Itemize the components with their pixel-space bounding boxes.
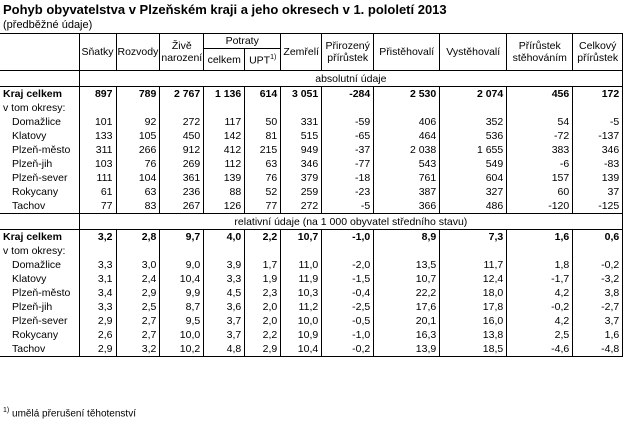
table-cell: -18 — [322, 171, 374, 185]
table-cell: 50 — [245, 115, 281, 129]
table-cell: 383 — [507, 143, 573, 157]
table-cell — [322, 101, 374, 115]
table-cell: 2,0 — [245, 314, 281, 328]
table-cell: 379 — [281, 171, 322, 185]
table-row — [0, 272, 623, 286]
table-cell: 450 — [160, 129, 204, 143]
table-cell: 11,2 — [281, 300, 322, 314]
table-cell: 54 — [507, 115, 573, 129]
table-cell: 18,0 — [440, 286, 507, 300]
header-zemreli: Zemřelí — [281, 34, 322, 71]
table-cell: 515 — [281, 129, 322, 143]
table-cell: 406 — [374, 115, 440, 129]
table-cell: 912 — [160, 143, 204, 157]
table-cell: 2 530 — [374, 87, 440, 102]
table-cell: 1,7 — [245, 258, 281, 272]
table-cell: 352 — [440, 115, 507, 129]
table-cell: 2,9 — [79, 314, 116, 328]
table-cell: 10,3 — [281, 286, 322, 300]
table-cell: -125 — [573, 199, 623, 214]
table-cell: 126 — [204, 199, 245, 214]
table-cell — [79, 101, 116, 115]
table-cell — [374, 101, 440, 115]
table-row — [0, 286, 623, 300]
header-vystehovali: Vystěhovalí — [440, 34, 507, 71]
table-cell: -0,2 — [322, 342, 374, 357]
table-cell: 9,9 — [160, 286, 204, 300]
table-cell: 3,7 — [573, 314, 623, 328]
table-row — [0, 101, 623, 115]
table-cell: 361 — [160, 171, 204, 185]
table-cell: 13,9 — [374, 342, 440, 357]
table-cell: -72 — [507, 129, 573, 143]
table-cell: 266 — [116, 143, 160, 157]
table-cell: 2,0 — [245, 300, 281, 314]
table-cell: 346 — [573, 143, 623, 157]
table-cell: 259 — [281, 185, 322, 199]
table-cell — [245, 244, 281, 258]
table-row — [0, 258, 623, 272]
table-cell: 76 — [245, 171, 281, 185]
row-label: Kraj celkem — [3, 231, 62, 243]
header-empty — [0, 34, 79, 71]
table-cell: 16,3 — [374, 328, 440, 342]
table-cell — [160, 101, 204, 115]
table-cell: 4,8 — [204, 342, 245, 357]
table-cell — [79, 244, 116, 258]
table-cell: 2,2 — [245, 328, 281, 342]
table-cell — [573, 244, 623, 258]
table-row — [0, 314, 623, 328]
row-label: Rokycany — [12, 186, 59, 198]
table-cell: 2,5 — [507, 328, 573, 342]
row-label: v tom okresy: — [3, 102, 66, 114]
table-cell — [281, 244, 322, 258]
table-cell: 3,2 — [116, 342, 160, 357]
header-snatky: Sňatky — [79, 34, 116, 71]
table-cell — [116, 101, 160, 115]
table-cell: 111 — [79, 171, 116, 185]
table-cell: 103 — [79, 157, 116, 171]
header-rozvody: Rozvody — [116, 34, 160, 71]
table-row — [0, 129, 623, 143]
table-cell: -0,2 — [507, 300, 573, 314]
table-row — [0, 230, 623, 245]
table-cell: 63 — [116, 185, 160, 199]
header-celkem: celkem — [204, 49, 245, 71]
row-label: Plzeň-město — [12, 144, 71, 156]
table-cell: 2,9 — [116, 286, 160, 300]
table-cell: 1 136 — [204, 87, 245, 102]
table-cell: 60 — [507, 185, 573, 199]
table-cell: 2,8 — [116, 230, 160, 245]
table-cell — [204, 244, 245, 258]
table-cell — [507, 101, 573, 115]
table-cell: 63 — [245, 157, 281, 171]
table-cell: -4,8 — [573, 342, 623, 357]
section-row — [0, 71, 623, 87]
table-cell: 366 — [374, 199, 440, 214]
population-table — [0, 33, 623, 357]
table-subtitle: (předběžné údaje) — [3, 19, 93, 31]
table-row — [0, 171, 623, 185]
table-cell: -65 — [322, 129, 374, 143]
row-label: v tom okresy: — [3, 245, 66, 257]
row-label: Plzeň-sever — [12, 172, 68, 184]
header-celkovy: Celkový přírůstek — [573, 34, 623, 71]
table-cell: -83 — [573, 157, 623, 171]
table-cell: 536 — [440, 129, 507, 143]
table-cell: -6 — [507, 157, 573, 171]
table-cell: 4,2 — [507, 314, 573, 328]
table-cell: -1,5 — [322, 272, 374, 286]
table-cell: 2 074 — [440, 87, 507, 102]
table-cell: 549 — [440, 157, 507, 171]
table-cell: 272 — [160, 115, 204, 129]
table-cell: 52 — [245, 185, 281, 199]
table-cell: 3,3 — [204, 272, 245, 286]
table-cell: 10,9 — [281, 328, 322, 342]
table-cell: 76 — [116, 157, 160, 171]
section-label: relativní údaje (na 1 000 obyvatel středního stavu) — [79, 214, 623, 230]
table-cell: 10,7 — [374, 272, 440, 286]
table-cell: 3,0 — [116, 258, 160, 272]
table-cell: 9,5 — [160, 314, 204, 328]
row-label: Tachov — [0, 199, 79, 214]
row-label: Plzeň-jih — [12, 301, 53, 313]
header-zive: Živě narození — [160, 34, 204, 71]
table-cell: -2,7 — [573, 300, 623, 314]
table-cell: 486 — [440, 199, 507, 214]
table-cell: 2 767 — [160, 87, 204, 102]
table-cell: 331 — [281, 115, 322, 129]
table-row — [0, 328, 623, 342]
table-cell: 3,7 — [204, 314, 245, 328]
table-cell: 8,9 — [374, 230, 440, 245]
table-row — [0, 143, 623, 157]
table-cell — [440, 101, 507, 115]
row-label: Kraj celkem — [3, 88, 62, 100]
table-cell — [281, 101, 322, 115]
table-cell: 2,4 — [116, 272, 160, 286]
table-cell: -0,2 — [573, 258, 623, 272]
table-cell: 0,6 — [573, 230, 623, 245]
table-cell: 3 051 — [281, 87, 322, 102]
table-cell: -1,0 — [322, 230, 374, 245]
table-cell: 101 — [79, 115, 116, 129]
table-cell: 17,8 — [440, 300, 507, 314]
table-cell — [507, 244, 573, 258]
table-title: Pohyb obyvatelstva v Plzeňském kraji a jeho okresech v 1. pololetí 2013 — [3, 2, 447, 17]
table-cell: 142 — [204, 129, 245, 143]
table-cell: 267 — [160, 199, 204, 214]
table-cell: 2,5 — [116, 300, 160, 314]
table-cell: -2,5 — [322, 300, 374, 314]
row-label: Klatovy — [12, 130, 47, 142]
table-cell: 3,3 — [79, 258, 116, 272]
table-cell: 9,7 — [160, 230, 204, 245]
table-cell: -5 — [322, 199, 374, 214]
table-cell: 61 — [79, 185, 116, 199]
table-cell: 16,0 — [440, 314, 507, 328]
table-row — [0, 244, 623, 258]
table-cell: 77 — [79, 199, 116, 214]
table-cell: 3,2 — [79, 230, 116, 245]
table-cell: 13,5 — [374, 258, 440, 272]
row-label: Domažlice — [12, 116, 62, 128]
table-cell: 4,5 — [204, 286, 245, 300]
table-row — [0, 115, 623, 129]
table-cell: 11,7 — [440, 258, 507, 272]
table-cell: 8,7 — [160, 300, 204, 314]
table-row — [0, 157, 623, 171]
table-cell: 117 — [204, 115, 245, 129]
table-cell: 311 — [79, 143, 116, 157]
table-cell: 614 — [245, 87, 281, 102]
table-cell: 11,0 — [281, 258, 322, 272]
table-cell: 20,1 — [374, 314, 440, 328]
table-cell: 37 — [573, 185, 623, 199]
table-cell: 2 038 — [374, 143, 440, 157]
table-cell: 81 — [245, 129, 281, 143]
table-cell: 1,6 — [573, 328, 623, 342]
table-cell: -1,7 — [507, 272, 573, 286]
table-cell: 2,9 — [245, 342, 281, 357]
table-cell: -1,0 — [322, 328, 374, 342]
table-cell: 133 — [79, 129, 116, 143]
table-cell: 10,4 — [281, 342, 322, 357]
table-cell: -284 — [322, 87, 374, 102]
table-cell: 92 — [116, 115, 160, 129]
table-cell: 10,0 — [281, 314, 322, 328]
table-cell: 215 — [245, 143, 281, 157]
row-label: Plzeň-město — [12, 287, 71, 299]
section-label: absolutní údaje — [79, 71, 623, 87]
table-cell: 789 — [116, 87, 160, 102]
table-cell: -0,4 — [322, 286, 374, 300]
table-cell: 1,6 — [507, 230, 573, 245]
table-cell: 2,6 — [79, 328, 116, 342]
row-label: Plzeň-sever — [12, 315, 68, 327]
table-cell: 10,0 — [160, 328, 204, 342]
table-cell — [440, 244, 507, 258]
header-upt: UPT$^{1)}$ — [245, 49, 281, 71]
table-cell: 3,3 — [79, 300, 116, 314]
table-cell: 2,7 — [116, 314, 160, 328]
header-prirozeny: Přirozený přírůstek — [322, 34, 374, 71]
table-cell — [245, 101, 281, 115]
row-label: Plzeň-jih — [12, 158, 53, 170]
row-label: Domažlice — [12, 259, 62, 271]
table-cell: 77 — [245, 199, 281, 214]
table-cell: 11,9 — [281, 272, 322, 286]
table-cell — [322, 244, 374, 258]
table-cell: 13,8 — [440, 328, 507, 342]
table-cell — [573, 101, 623, 115]
table-cell: 104 — [116, 171, 160, 185]
table-cell: -0,5 — [322, 314, 374, 328]
table-cell: 83 — [116, 199, 160, 214]
table-cell — [374, 244, 440, 258]
table-cell: 112 — [204, 157, 245, 171]
table-cell: 464 — [374, 129, 440, 143]
table-row — [0, 87, 623, 102]
header-pristehovali: Přistěhovalí — [374, 34, 440, 71]
table-cell: 1,8 — [507, 258, 573, 272]
table-cell: 4,0 — [204, 230, 245, 245]
table-cell: 3,1 — [79, 272, 116, 286]
table-cell: -120 — [507, 199, 573, 214]
row-label: Klatovy — [12, 273, 47, 285]
table-cell: -59 — [322, 115, 374, 129]
table-cell: 543 — [374, 157, 440, 171]
table-cell: 105 — [116, 129, 160, 143]
header-prirustek-steh: Přírůstek stěhováním — [507, 34, 573, 71]
table-cell: 346 — [281, 157, 322, 171]
table-cell: 12,4 — [440, 272, 507, 286]
table-cell — [116, 244, 160, 258]
table-cell: 157 — [507, 171, 573, 185]
table-cell: 327 — [440, 185, 507, 199]
table-row — [0, 342, 623, 357]
table-cell: 412 — [204, 143, 245, 157]
table-cell: 88 — [204, 185, 245, 199]
table-cell: 604 — [440, 171, 507, 185]
table-cell: -23 — [322, 185, 374, 199]
footnote-mark: 1) — [3, 407, 10, 414]
table-cell: 3,4 — [79, 286, 116, 300]
table-cell: 2,9 — [79, 342, 116, 357]
table-cell: 22,2 — [374, 286, 440, 300]
table-cell: 18,5 — [440, 342, 507, 357]
table-cell: 3,8 — [573, 286, 623, 300]
table-cell: 139 — [573, 171, 623, 185]
table-cell: -3,2 — [573, 272, 623, 286]
table-cell: 17,6 — [374, 300, 440, 314]
table-cell: 387 — [374, 185, 440, 199]
table-cell: -37 — [322, 143, 374, 157]
table-cell: 2,2 — [245, 230, 281, 245]
table-cell: -137 — [573, 129, 623, 143]
section-row — [0, 214, 623, 230]
table-cell: 3,7 — [204, 328, 245, 342]
header-potraty: Potraty — [204, 34, 281, 49]
table-row — [0, 300, 623, 314]
table-cell: 2,7 — [116, 328, 160, 342]
table-cell: -4,6 — [507, 342, 573, 357]
table-row — [0, 185, 623, 199]
row-label: Tachov — [0, 342, 79, 357]
table-cell: 139 — [204, 171, 245, 185]
table-cell: 1,9 — [245, 272, 281, 286]
row-label: Rokycany — [12, 329, 59, 341]
table-cell: 897 — [79, 87, 116, 102]
table-cell: 10,4 — [160, 272, 204, 286]
table-cell: 9,0 — [160, 258, 204, 272]
table-cell: 7,3 — [440, 230, 507, 245]
table-cell — [160, 244, 204, 258]
table-cell: 172 — [573, 87, 623, 102]
table-cell: -2,0 — [322, 258, 374, 272]
table-cell: 1 655 — [440, 143, 507, 157]
table-cell: 3,9 — [204, 258, 245, 272]
table-cell: 10,7 — [281, 230, 322, 245]
table-cell: -5 — [573, 115, 623, 129]
table-cell: 272 — [281, 199, 322, 214]
table-cell: 3,6 — [204, 300, 245, 314]
table-cell: 2,3 — [245, 286, 281, 300]
table-cell: -77 — [322, 157, 374, 171]
table-cell — [204, 101, 245, 115]
table-row — [0, 199, 623, 214]
table-cell: 949 — [281, 143, 322, 157]
table-cell: 761 — [374, 171, 440, 185]
table-cell: 456 — [507, 87, 573, 102]
table-cell: 10,2 — [160, 342, 204, 357]
footnote: $^{1)}$ umělá přerušení těhotenství — [3, 407, 136, 420]
table-cell: 4,2 — [507, 286, 573, 300]
table-cell: 269 — [160, 157, 204, 171]
table-cell: 236 — [160, 185, 204, 199]
